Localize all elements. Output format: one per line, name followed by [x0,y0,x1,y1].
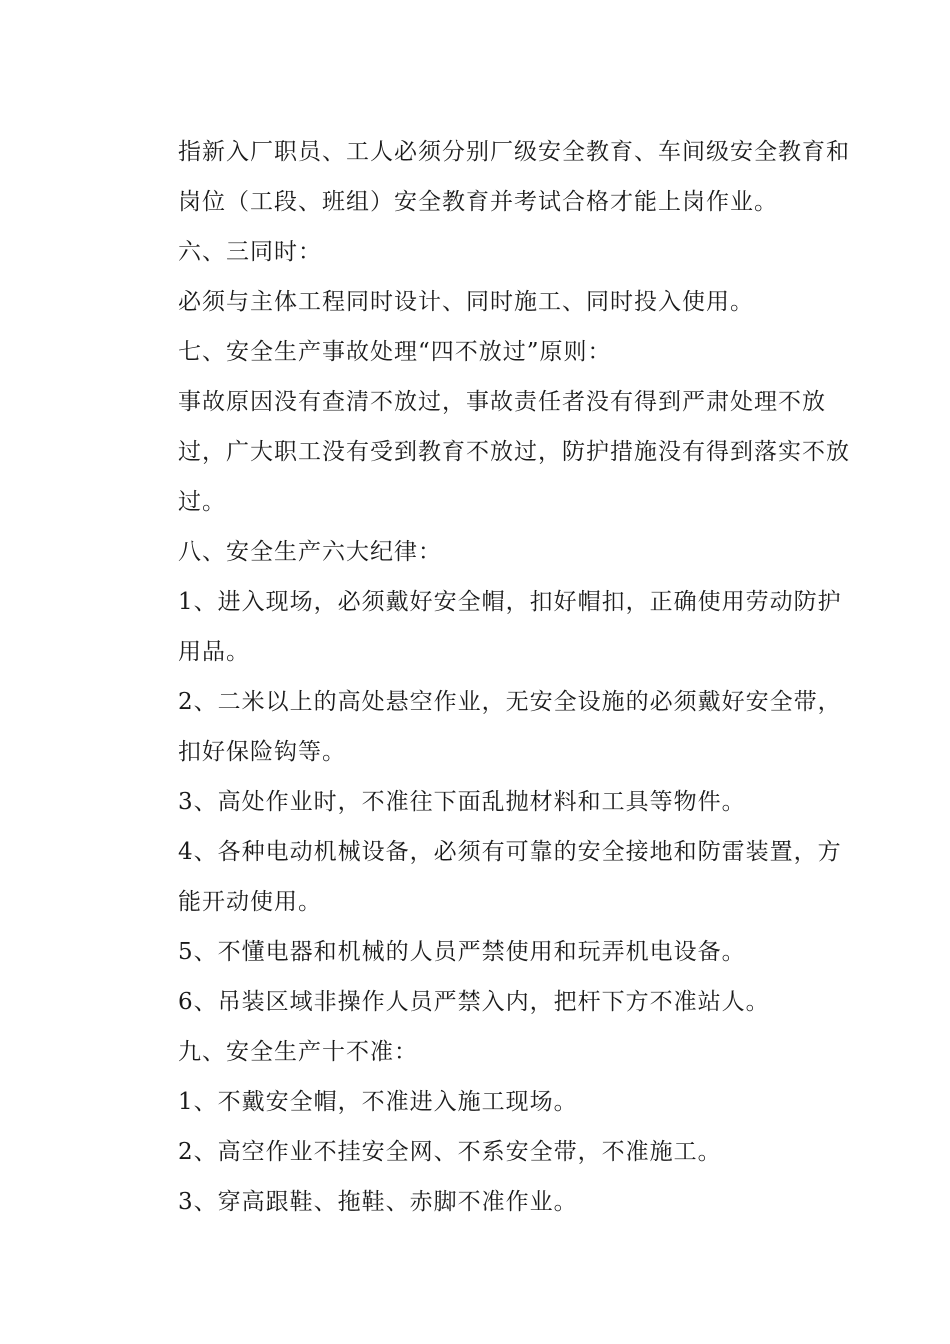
text-line: 能开动使用。 [178,889,322,915]
section-heading: 八、安全生产六大纪律： [178,539,442,565]
text-line: 用品。 [178,639,250,665]
list-item: 1、进入现场，必须戴好安全帽，扣好帽扣，正确使用劳动防护 [178,589,842,615]
text-line: 事故原因没有查清不放过，事故责任者没有得到严肃处理不放 [178,389,826,415]
text-line: 过，广大职工没有受到教育不放过，防护措施没有得到落实不放 [178,439,850,465]
list-item: 5、不懂电器和机械的人员严禁使用和玩弄机电设备。 [178,939,746,965]
text-line: 扣好保险钩等。 [178,739,346,765]
list-item: 2、高空作业不挂安全网、不系安全带，不准施工。 [178,1139,722,1165]
text-line: 过。 [178,489,226,515]
text-line: 岗位（工段、班组）安全教育并考试合格才能上岗作业。 [178,189,778,215]
list-item: 2、二米以上的高处悬空作业，无安全设施的必须戴好安全带， [178,689,842,715]
list-item: 4、各种电动机械设备，必须有可靠的安全接地和防雷装置，方 [178,839,842,865]
list-item: 6、吊装区域非操作人员严禁入内，把杆下方不准站人。 [178,989,770,1015]
text-line: 必须与主体工程同时设计、同时施工、同时投入使用。 [178,289,754,315]
section-heading: 九、安全生产十不准： [178,1039,418,1065]
list-item: 1、不戴安全帽，不准进入施工现场。 [178,1089,578,1115]
section-heading: 七、安全生产事故处理“四不放过”原则： [178,339,612,365]
text-line: 指新入厂职员、工人必须分别厂级安全教育、车间级安全教育和 [178,139,850,165]
section-heading: 六、三同时： [178,239,322,265]
list-item: 3、穿高跟鞋、拖鞋、赤脚不准作业。 [178,1189,578,1215]
list-item: 3、高处作业时，不准往下面乱抛材料和工具等物件。 [178,789,746,815]
